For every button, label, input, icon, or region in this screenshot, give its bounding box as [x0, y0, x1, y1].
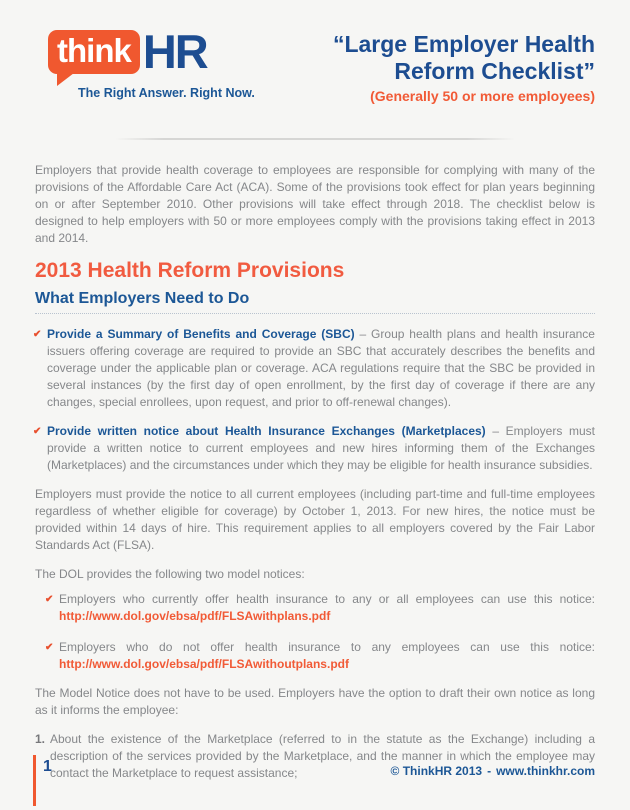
- section-heading: 2013 Health Reform Provisions: [35, 259, 345, 282]
- checklist-item-title: Provide a Summary of Benefits and Coverage (SBC): [47, 327, 355, 341]
- footer-copyright: [391, 764, 595, 778]
- check-icon: ✔: [45, 642, 54, 653]
- check-icon: ✔: [45, 594, 54, 605]
- speech-tail-icon: [57, 73, 74, 86]
- section-subheading: What Employers Need to Do: [35, 290, 250, 307]
- notice-deadline-paragraph: Employers must provide the notice to all current employees (including part-time and full-time employees regardless of whether eligible for coverage) by October 1, 2013. For new hires, the notice must be provided within 14 days of hire. This requirement applies to all employers covered by the Fair Labor Standards Act (FLSA).: [35, 487, 595, 552]
- page-title-line-2: Reform Checklist”: [394, 58, 595, 84]
- page-header: [0, 0, 630, 104]
- checklist-item-body: – Employers must provide a written notice to current employees and new hires informing them of the Exchanges (Marketplaces) and the circumstances under which they may be eligible for health insurance subsidies.: [47, 424, 595, 472]
- model-notice-option-paragraph: The Model Notice does not have to be used. Employers have the option to draft their own notice as long as it informs the employee:: [35, 686, 595, 717]
- model-notice-item-with-plans: [47, 591, 595, 625]
- checklist-item-title: Provide written notice about Health Insurance Exchanges (Marketplaces): [47, 424, 486, 438]
- logo-tagline: The Right Answer. Right Now.: [78, 86, 255, 100]
- dotted-divider: [35, 312, 595, 314]
- logo-hr-text: HR: [142, 25, 207, 78]
- checklist-item-sbc: [35, 326, 595, 411]
- footer-separator: -: [487, 764, 492, 778]
- logo-think-text: think: [48, 30, 140, 74]
- footer-accent-bar: [33, 755, 36, 806]
- checklist-item-exchange-notice: [35, 423, 595, 474]
- check-icon: ✔: [33, 426, 42, 437]
- model-notice-link-with-plans[interactable]: http://www.dol.gov/ebsa/pdf/FLSAwithplans.pdf: [59, 609, 331, 623]
- copyright-text: © ThinkHR 2013: [390, 764, 483, 778]
- page-title-line-1: “Large Employer Health: [332, 31, 595, 57]
- logo-row: [48, 25, 255, 78]
- thinkhr-website-link[interactable]: www.thinkhr.com: [496, 764, 595, 778]
- intro-paragraph: Employers that provide health coverage to employees are responsible for complying with many of the provisions of the Affordable Care Act (ACA). Some of the provisions took effect for plan years beginning on or after September 2010. Other provisions will take effect through 2018. The checklist below is designed to help employers with 50 or more employees comply with the provisions taking effect in 2013 and 2014.: [35, 163, 595, 245]
- document-body: [0, 140, 630, 782]
- model-notice-link-without-plans[interactable]: http://www.dol.gov/ebsa/pdf/FLSAwithoutplans.pdf: [59, 657, 349, 671]
- numbered-item-text: About the existence of the Marketplace (referred to in the statute as the Exchange) including a description of the services provided by the Marketplace, and the manner in which the employee may contact the Marketplace to request assistance;: [50, 732, 595, 780]
- numbered-item-label: 1.: [35, 732, 46, 746]
- document-title-block: [333, 30, 595, 104]
- page-subtitle: (Generally 50 or more employees): [370, 88, 595, 104]
- model-notice-text: Employers who currently offer health insurance to any or all employees can use this notice:: [59, 592, 595, 606]
- model-notice-text: Employers who do not offer health insurance to any employees can use this notice:: [59, 640, 595, 654]
- model-notice-item-without-plans: [47, 639, 595, 673]
- thinkhr-logo: [48, 25, 255, 100]
- page-number: 1: [43, 758, 52, 775]
- check-icon: ✔: [33, 329, 42, 340]
- dol-intro-paragraph: The DOL provides the following two model notices:: [35, 567, 305, 581]
- checklist-item-body: – Group health plans and health insurance issuers offering coverage are required to provide an SBC that accurately describes the benefits and coverage under the applicable plan or coverage. ACA regulations require that the SBC be provided in several instances (by the first day of open enrollment, by the first day of coverage if there are any changes, special enrollees, upon request, and prior to off-renewal changes).: [47, 327, 595, 409]
- logo-speech-bubble: [48, 30, 140, 74]
